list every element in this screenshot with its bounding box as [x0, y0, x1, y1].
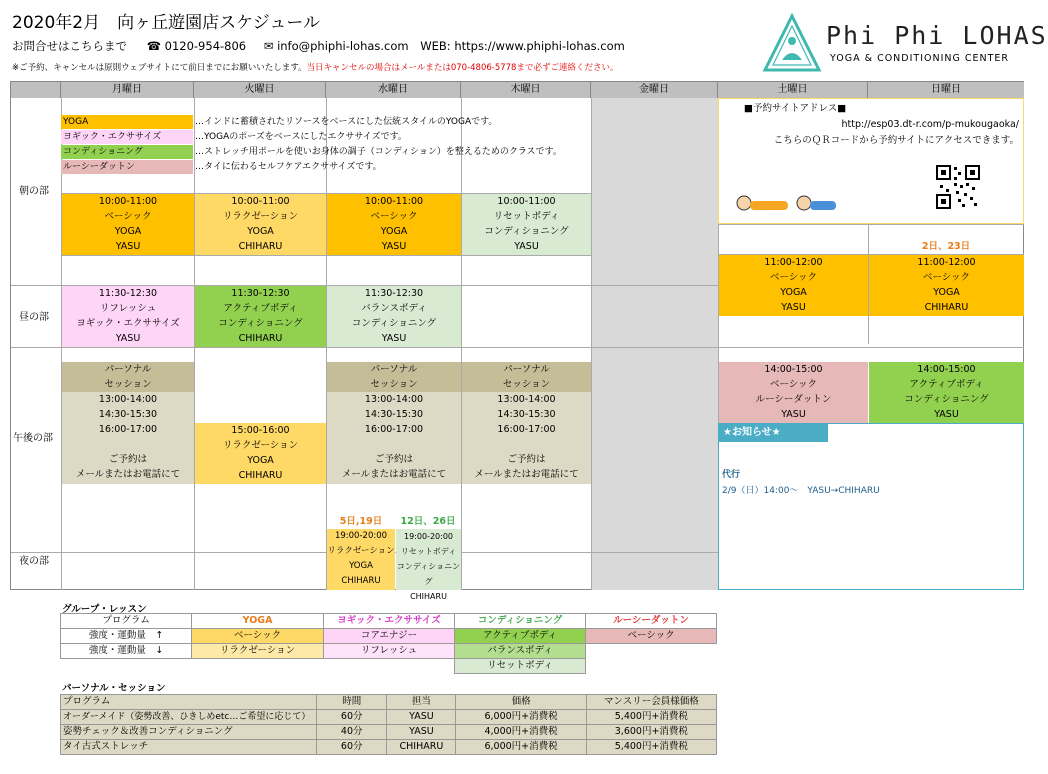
legend-yogic-desc: …YOGAのポーズをベースにしたエクササイズです。 — [195, 132, 407, 142]
cell-text: コンディショニング — [351, 318, 437, 329]
header-sun: 日曜日 — [868, 82, 1024, 98]
cell-text: 13:00-14:00 — [98, 394, 158, 405]
group-col-yogic: ヨギック・エクササイズ — [323, 614, 454, 629]
cell-text: バランスボディ — [361, 303, 427, 314]
qr-code-icon[interactable] — [936, 165, 980, 209]
contact-line — [12, 38, 625, 54]
personal-thu-title — [462, 362, 591, 392]
cell-text — [327, 437, 461, 452]
group-cell: リフレッシュ — [323, 644, 454, 659]
cell-text: ご予約は — [108, 454, 147, 465]
cell-text: 11:30-12:30 — [364, 288, 424, 299]
page-title: 2020年2月 向ヶ丘遊園店スケジュール — [12, 13, 321, 33]
personal-cell: 3,600円+消費税 — [586, 725, 716, 740]
cell-text: 10:00-11:00 — [231, 196, 290, 207]
brand-logo — [762, 12, 1048, 74]
group-cell: リラクゼーション — [192, 644, 324, 659]
period-night: 夜の部 — [19, 556, 49, 567]
personal-cell: 6,000円+消費税 — [456, 740, 586, 755]
booking-url[interactable]: http://esp03.dt-r.com/p-mukougaoka/ — [841, 119, 1019, 130]
personal-col-program: プログラム — [61, 695, 317, 710]
header-thu: 木曜日 — [461, 82, 591, 98]
cell-text: 10:00-11:00 — [364, 196, 424, 207]
cell-text: 11:30-12:30 — [231, 288, 290, 299]
cell-text — [586, 644, 717, 659]
cell-text: メールまたはお電話にて — [75, 469, 181, 480]
cell-text: YOGA — [247, 226, 274, 237]
cell-text: ベーシック — [769, 379, 818, 390]
group-cell: ベーシック — [192, 629, 324, 644]
web-link[interactable]: WEB: https://www.phiphi-lohas.com — [420, 39, 625, 53]
cell-text: セッション — [370, 379, 418, 390]
cell-text: YASU — [781, 302, 806, 313]
sub-label: 代行 — [722, 470, 741, 480]
class-sun-afternoon[interactable] — [869, 362, 1024, 423]
header-tue: 火曜日 — [194, 82, 326, 98]
header-wed: 水曜日 — [326, 82, 461, 98]
cell-text — [192, 659, 324, 674]
personal-table — [60, 694, 717, 755]
group-cell: アクティブボディ — [455, 629, 586, 644]
contact-label: お問合せはこちらまで — [12, 39, 127, 53]
class-wed-noon[interactable] — [327, 286, 461, 347]
group-cell: ベーシック — [586, 629, 717, 644]
personal-cell: 5,400円+消費税 — [586, 710, 716, 725]
cell-text: ベーシック — [370, 211, 418, 222]
friday-closed — [591, 98, 718, 590]
group-table — [60, 613, 717, 674]
email-link[interactable]: info@phiphi-lohas.com — [277, 39, 409, 53]
brand-tagline: YOGA & CONDITIONING CENTER — [830, 53, 1010, 64]
cell-text: 14:00-15:00 — [764, 364, 823, 375]
cell-text: ヨギック・エクササイズ — [76, 318, 180, 329]
personal-wed-title — [327, 362, 461, 392]
cell-text: 14:00-15:00 — [917, 364, 976, 375]
legend-yoga-desc: …インドに蓄積されたリソースをベースにした伝統スタイルのYOGAです。 — [195, 117, 498, 127]
class-tue-morning[interactable] — [195, 194, 326, 255]
personal-cell: 40分 — [317, 725, 387, 740]
cell-text: ルーシーダットン — [755, 394, 832, 405]
cell-text: パーソナル — [104, 364, 152, 375]
cell-text: 13:00-14:00 — [364, 394, 424, 405]
cell-text: 16:00-17:00 — [98, 424, 158, 435]
night-dates-b: 12日、26日 — [400, 516, 456, 527]
cell-text: メールまたはお電話にて — [341, 469, 447, 480]
cell-text: コンディショニング — [396, 562, 461, 586]
cell-text: ベーシック — [104, 211, 152, 222]
personal-title: パーソナル・セッション — [62, 683, 166, 694]
group-title: グループ・レッスン — [62, 604, 147, 615]
cell-text: YASU — [781, 409, 806, 420]
class-sat-morning[interactable] — [719, 255, 868, 316]
personal-cell: 5,400円+消費税 — [586, 740, 716, 755]
cell-text: YOGA — [114, 226, 142, 237]
legend-rusie: ルーシーダットン — [61, 160, 193, 174]
cell-text: YASU — [381, 333, 407, 344]
cell-text — [462, 437, 591, 452]
cell-text: コンディショニング — [904, 394, 989, 405]
cell-text: アクティブボディ — [223, 303, 298, 314]
cell-text: 10:00-11:00 — [497, 196, 556, 207]
cell-text — [586, 659, 717, 674]
cell-text: ご予約は — [507, 454, 546, 465]
cell-text — [62, 437, 194, 452]
cell-text: YOGA — [247, 455, 274, 466]
lotus-triangle-icon — [762, 12, 822, 74]
cell-text: パーソナル — [370, 364, 418, 375]
header-sat: 土曜日 — [718, 82, 868, 98]
cell-text: パーソナル — [503, 364, 550, 375]
personal-cell: タイ古式ストレッチ — [61, 740, 317, 755]
cell-text: CHIHARU — [410, 592, 447, 601]
notice-box — [718, 423, 1024, 590]
mail-icon: ✉ — [263, 39, 274, 53]
header-fri: 金曜日 — [591, 82, 718, 98]
cell-text — [323, 659, 454, 674]
group-col-program: プログラム — [61, 614, 192, 629]
cell-text: 10:00-11:00 — [98, 196, 158, 207]
cell-text: セッション — [104, 379, 152, 390]
cell-text: ベーシック — [769, 272, 818, 283]
personal-cell: YASU — [387, 710, 456, 725]
class-thu-morning[interactable] — [462, 194, 591, 255]
class-sun-morning[interactable] — [869, 255, 1024, 316]
group-row-label: 強度・運動量 ↓ — [61, 644, 192, 659]
personal-cell: オーダーメイド（姿勢改善、ひきしめetc…ご希望に応じて） — [61, 710, 317, 725]
cell-text: リフレッシュ — [99, 303, 157, 314]
phone-number[interactable]: 0120-954-806 — [164, 39, 247, 53]
cell-text: 16:00-17:00 — [497, 424, 556, 435]
cell-text: 16:00-17:00 — [364, 424, 424, 435]
personal-col-time: 時間 — [317, 695, 387, 710]
cell-text: YASU — [115, 333, 141, 344]
period-afternoon: 午後の部 — [13, 433, 53, 444]
group-col-rusie: ルーシーダットン — [586, 614, 717, 629]
cell-text: YOGA — [933, 287, 960, 298]
cell-text: YOGA — [780, 287, 807, 298]
schedule-grid — [10, 81, 1024, 601]
cell-text: 13:00-14:00 — [497, 394, 556, 405]
personal-cell: 6,000円+消費税 — [456, 710, 586, 725]
class-mon-morning[interactable] — [62, 194, 194, 255]
cell-text: 11:30-12:30 — [98, 288, 158, 299]
cell-text: アクティブボディ — [909, 379, 984, 390]
cell-text: リラクゼーション — [222, 211, 299, 222]
cell-text: CHIHARU — [238, 333, 283, 344]
legend-yogic: ヨギック・エクササイズ — [61, 130, 193, 144]
cell-text: 14:30-15:30 — [497, 409, 556, 420]
personal-cell: 60分 — [317, 740, 387, 755]
cell-text: 11:00-12:00 — [917, 257, 976, 268]
sun-dates: 2日、23日 — [921, 241, 971, 252]
group-col-cond: コンディショニング — [455, 614, 586, 629]
cell-text: YOGA — [380, 226, 408, 237]
personal-col-staff: 担当 — [387, 695, 456, 710]
cell-text: リラクゼーション — [222, 440, 299, 451]
personal-col-monthly: マンスリー会員様価格 — [586, 695, 716, 710]
group-cell: コアエナジー — [323, 629, 454, 644]
people-illustration-icon — [734, 189, 844, 219]
class-sat-afternoon[interactable] — [719, 362, 868, 423]
group-cell: バランスボディ — [455, 644, 586, 659]
personal-mon-times[interactable] — [62, 392, 194, 484]
cell-text: YASU — [381, 241, 407, 252]
cell-text: ベーシック — [922, 272, 971, 283]
legend-conditioning-desc: …ストレッチ用ポールを使いお身体の調子（コンディション）を整えるためのクラスです。 — [195, 147, 562, 157]
legend-rusie-desc: …タイに伝わるセルフケアエクササイズです。 — [195, 162, 382, 172]
cell-text: メールまたはお電話にて — [474, 469, 579, 480]
cell-text: YASU — [934, 409, 959, 420]
group-col-yoga: YOGA — [192, 614, 324, 629]
booking-heading: ■予約サイトアドレス■ — [744, 103, 847, 114]
cell-text: YASU — [115, 241, 141, 252]
cell-text: コンディショニング — [484, 226, 569, 237]
class-wed-morning[interactable] — [327, 194, 461, 255]
booking-note: こちらのＱＲコードから予約サイトにアクセスできます。 — [773, 135, 1019, 146]
notice-red-text: 当日キャンセルの場合はメールまたは070-4806-5778まで必ずご連絡ください。 — [306, 63, 619, 73]
cell-text: リセットボディ — [493, 211, 560, 222]
class-tue-noon[interactable] — [195, 286, 326, 347]
group-cell: リセットボディ — [455, 659, 586, 674]
cell-text: 19:00-20:00 — [334, 531, 388, 541]
personal-cell: 姿勢チェック＆改善コンディショニング — [61, 725, 317, 740]
cell-text: セッション — [502, 379, 551, 390]
phone-icon: ☎ — [146, 39, 161, 53]
personal-col-price: 価格 — [456, 695, 586, 710]
cell-text: 14:30-15:30 — [364, 409, 424, 420]
class-tue-afternoon[interactable] — [195, 423, 326, 484]
cell-text: リセットボディ — [400, 547, 457, 556]
cell-text: リラクゼーション — [327, 546, 395, 556]
group-row-label: 強度・運動量 ↑ — [61, 629, 192, 644]
personal-mon-title — [62, 362, 194, 392]
night-dates-a: 5日,19日 — [339, 516, 383, 527]
cell-text: CHIHARU — [341, 576, 381, 586]
cell-text: ご予約は — [374, 454, 413, 465]
cell-text: 14:30-15:30 — [98, 409, 158, 420]
notice-line — [12, 61, 618, 73]
notice-badge: ★お知らせ★ — [719, 424, 828, 442]
brand-name: Phi Phi LOHAS — [826, 21, 1048, 50]
legend-yoga: YOGA — [61, 115, 193, 129]
personal-thu-times[interactable] — [462, 392, 591, 484]
cell-text: 19:00-20:00 — [404, 532, 453, 541]
personal-cell: 60分 — [317, 710, 387, 725]
corner-header — [11, 82, 61, 98]
cell-text — [61, 659, 192, 674]
period-noon: 昼の部 — [19, 312, 49, 323]
notice-text: ※ご予約、キャンセルは原則ウェブサイトにて前日までにお願いいたします。 — [12, 63, 307, 73]
class-wed-night-b[interactable] — [396, 529, 461, 601]
cell-text: コンディショニング — [218, 318, 303, 329]
sub-text: 2/9（日）14:00～ YASU→CHIHARU — [722, 486, 880, 496]
cell-text: YASU — [514, 241, 539, 252]
header-mon: 月曜日 — [61, 82, 194, 98]
personal-cell: YASU — [387, 725, 456, 740]
cell-text: YOGA — [349, 561, 373, 571]
personal-cell: CHIHARU — [387, 740, 456, 755]
legend-conditioning: コンディショニング — [61, 145, 193, 159]
booking-box — [718, 98, 1024, 224]
cell-text: CHIHARU — [238, 470, 283, 481]
personal-wed-times[interactable] — [327, 392, 461, 484]
cell-text: 11:00-12:00 — [764, 257, 823, 268]
cell-text: CHIHARU — [924, 302, 969, 313]
class-wed-night-a[interactable] — [327, 529, 395, 590]
period-morning: 朝の部 — [19, 186, 49, 197]
class-mon-noon[interactable] — [62, 286, 194, 347]
cell-text: 15:00-16:00 — [231, 425, 290, 436]
personal-cell: 4,000円+消費税 — [456, 725, 586, 740]
cell-text: CHIHARU — [238, 241, 283, 252]
